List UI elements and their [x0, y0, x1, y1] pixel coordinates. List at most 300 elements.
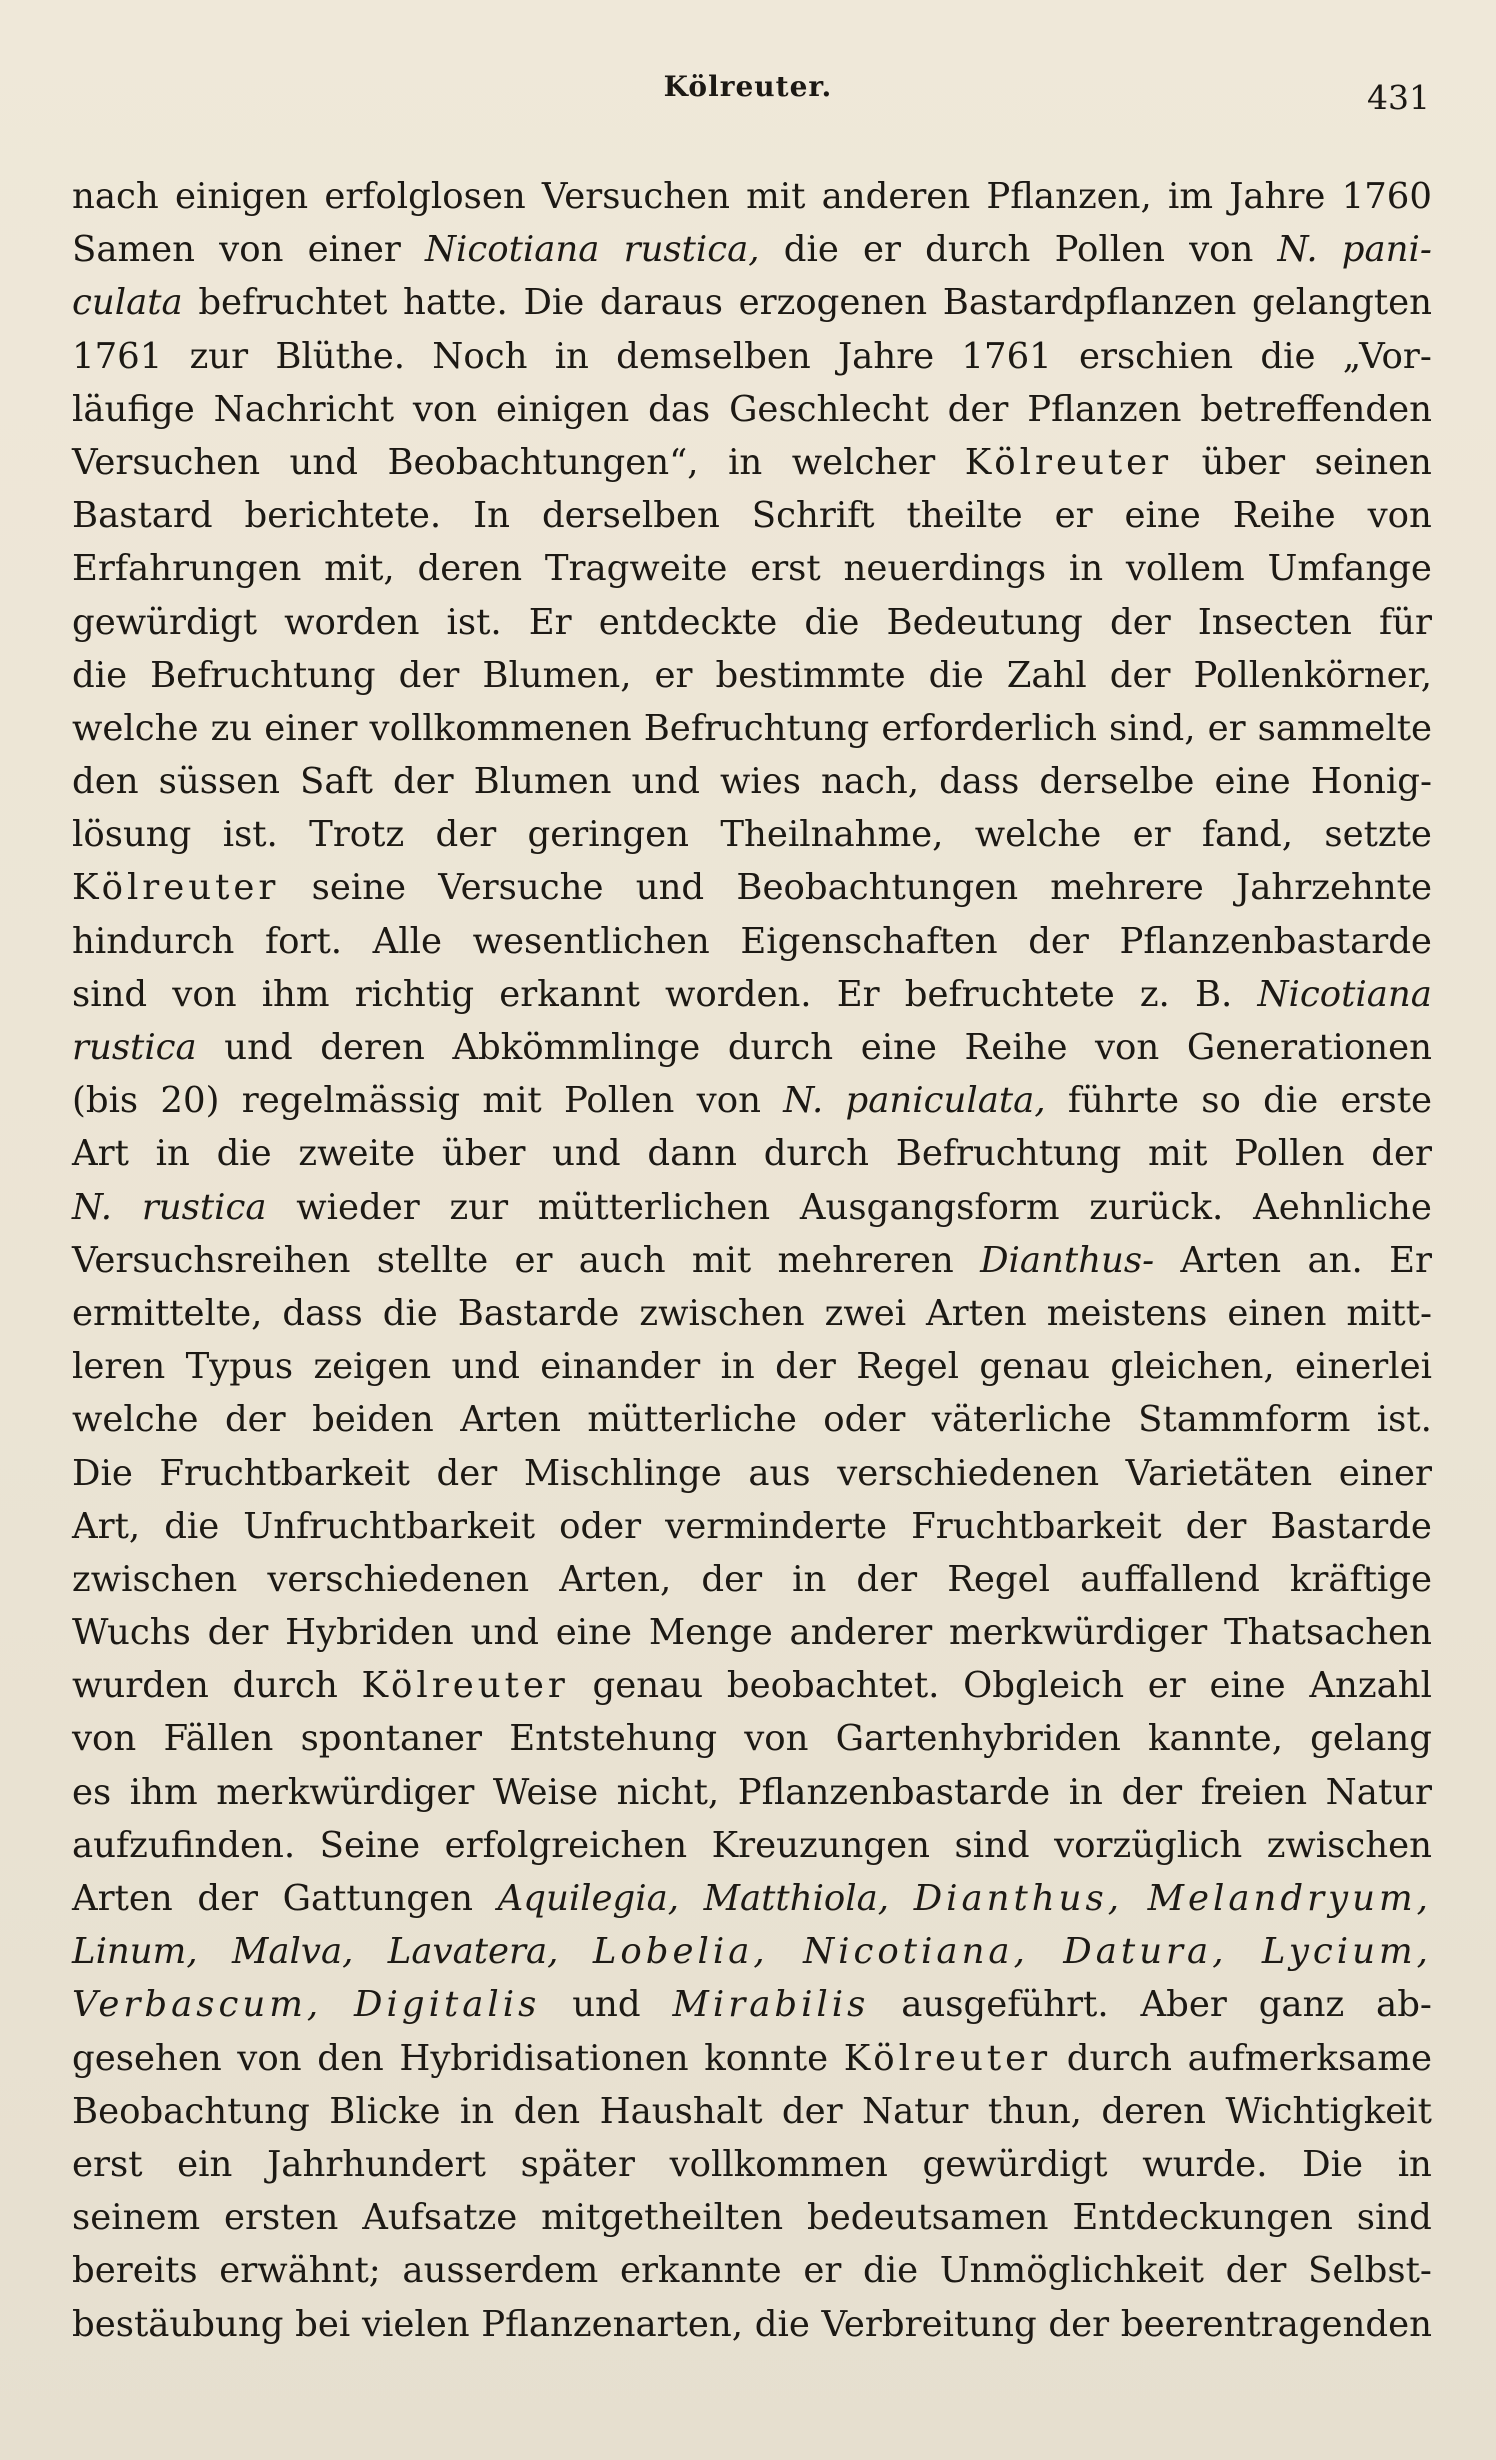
word: Alle	[372, 920, 443, 962]
word: in	[720, 1346, 755, 1388]
word: er	[862, 229, 901, 271]
word: geringen	[527, 814, 690, 856]
word: an.	[1307, 1239, 1363, 1281]
text-line	[72, 1553, 1432, 1606]
word: zeigen	[313, 1346, 432, 1388]
word: daraus	[599, 282, 723, 324]
word: Dianthus-	[980, 1239, 1155, 1281]
word: rustica	[72, 1027, 197, 1068]
word: einerlei	[1295, 1346, 1432, 1388]
word: dann	[647, 1133, 737, 1175]
word: Reihe	[964, 1027, 1068, 1068]
word: zur	[189, 335, 249, 377]
word: Trotz	[309, 814, 405, 856]
word: welcher	[791, 441, 936, 483]
word: in	[1068, 548, 1104, 590]
word: freien	[1200, 1771, 1308, 1813]
word: Pollenkörner,	[1193, 654, 1432, 696]
word: nach	[72, 176, 159, 217]
text-line	[72, 1181, 1432, 1234]
word: Aber	[1140, 1984, 1227, 2026]
word: bedeutsamen	[806, 2197, 1049, 2239]
word: genau	[979, 1346, 1091, 1388]
word: wurden	[72, 1665, 209, 1707]
word: pani-	[1341, 229, 1432, 271]
word: Aehnliche	[1253, 1186, 1432, 1228]
text-line	[72, 2085, 1432, 2138]
word: die	[754, 2303, 810, 2345]
word: Generationen	[1186, 1027, 1432, 1068]
word: oder	[823, 1399, 906, 1441]
word: Er	[528, 601, 572, 643]
word: vollkommen	[669, 2143, 888, 2185]
word: ein	[177, 2143, 233, 2185]
word: der	[947, 388, 1009, 430]
word: einigen	[496, 388, 630, 430]
word: Thatsachen	[1223, 1612, 1432, 1654]
word: Nicotiana	[424, 229, 600, 271]
word: über	[441, 1133, 526, 1175]
word: 1761	[961, 335, 1052, 377]
word: wesentlichen	[472, 920, 710, 962]
word: von	[219, 229, 284, 271]
word: die	[216, 1133, 272, 1175]
text-line	[72, 808, 1432, 861]
word: derselben	[541, 495, 720, 537]
text-line	[72, 1234, 1432, 1287]
word: dass	[939, 761, 1020, 803]
word: Versuchen	[72, 441, 261, 483]
word: Befruchtung	[643, 707, 870, 749]
word: der	[775, 1346, 836, 1388]
word: er	[1147, 1665, 1186, 1707]
word: der	[1185, 1505, 1247, 1547]
word: anderen	[821, 176, 971, 217]
word: im	[1167, 176, 1214, 217]
word: kräftige	[1289, 1558, 1432, 1600]
word: mehrere	[1050, 867, 1204, 909]
word: Erfahrungen	[72, 548, 302, 590]
text-line	[72, 489, 1432, 542]
word: Datura,	[1063, 1931, 1228, 1973]
word: verschiedenen	[267, 1558, 530, 1600]
word: Jahrhundert	[267, 2143, 486, 2185]
word: Jahre	[1229, 176, 1326, 217]
word: er	[654, 654, 693, 696]
word: Honig-	[1310, 761, 1432, 803]
word: Wuchs	[72, 1612, 191, 1654]
word: es	[72, 1771, 112, 1813]
word: von	[1189, 229, 1254, 271]
word: der	[224, 1399, 286, 1441]
word: 1761	[72, 335, 163, 377]
word: von	[172, 973, 237, 1015]
word: demselben	[616, 335, 811, 377]
text-line	[72, 2298, 1432, 2351]
word: seinen	[1314, 441, 1432, 483]
word: Art	[72, 1133, 129, 1175]
word: beerentragenden	[1120, 2303, 1432, 2345]
word: Noch	[432, 335, 528, 377]
word: zu	[210, 707, 253, 749]
running-head	[0, 66, 1496, 117]
word: von	[696, 1080, 761, 1122]
word: Die	[523, 282, 585, 324]
word: erste	[1340, 1080, 1432, 1122]
word: wies	[720, 761, 801, 803]
word: betreffenden	[1200, 388, 1432, 430]
word: der	[435, 814, 497, 856]
word: und	[224, 1027, 293, 1068]
word: Beobachtungen“,	[387, 441, 699, 483]
word: Befruchtung	[150, 654, 376, 696]
word: vielen	[361, 2303, 470, 2345]
text-line	[72, 1766, 1432, 1819]
text-line	[72, 2138, 1432, 2191]
word: Digitalis	[354, 1984, 541, 2026]
running-head-title: Kölreuter.	[663, 70, 833, 103]
word: der	[197, 1878, 259, 1919]
word: Die	[72, 1452, 133, 1494]
word: erfolgreichen	[444, 1824, 688, 1866]
word: Stammform	[1138, 1399, 1351, 1441]
word: bereits	[72, 2250, 198, 2292]
word: und	[635, 867, 705, 909]
word: die	[804, 601, 860, 643]
word: verschiedenen	[837, 1452, 1100, 1494]
word: der	[1225, 2250, 1287, 2292]
word: beobachtet.	[726, 1665, 940, 1707]
word: Haushalt	[599, 2090, 763, 2132]
word: mit	[482, 1080, 542, 1122]
word: neuerdings	[843, 548, 1047, 590]
word: eine	[860, 1027, 937, 1068]
word: Fällen	[163, 1718, 274, 1760]
word: der	[1371, 1133, 1432, 1175]
word: aufzufinden.	[72, 1824, 296, 1866]
word: Verbascum,	[72, 1984, 323, 2026]
word: Mischlinge	[523, 1452, 722, 1494]
word: Blumen	[473, 761, 612, 803]
word: derselbe	[1039, 761, 1195, 803]
word: mit	[691, 1239, 752, 1281]
word: Tragweite	[544, 548, 728, 590]
word: Er	[836, 973, 880, 1015]
word: seinem	[72, 2197, 201, 2239]
word: er	[1132, 814, 1171, 856]
word: theilte	[906, 495, 1023, 537]
text-line	[72, 383, 1432, 436]
word: Mirabilis	[672, 1984, 870, 2026]
word: B.	[1194, 973, 1233, 1015]
word: Weise	[492, 1771, 599, 1813]
word: und	[572, 1984, 641, 2026]
word: gleichen,	[1110, 1346, 1275, 1388]
word: N.	[72, 1186, 113, 1228]
word: ab-	[1376, 1984, 1432, 2026]
word: worden	[284, 601, 420, 643]
word: der	[398, 654, 460, 696]
word: von	[412, 388, 478, 430]
word: deren	[1101, 2090, 1206, 2132]
word: Pflanzen	[1027, 388, 1182, 430]
word: väterliche	[931, 1399, 1112, 1441]
word: einigen	[174, 176, 309, 217]
word: rustica,	[623, 229, 760, 271]
word: thun,	[987, 2090, 1082, 2132]
word: Arten	[72, 1878, 173, 1919]
word: er	[514, 1239, 553, 1281]
word: regelmässig	[241, 1080, 461, 1122]
word: culata	[72, 282, 183, 324]
word: der	[781, 2090, 843, 2132]
word: Insecten	[1197, 601, 1352, 643]
word: Unmöglichkeit	[939, 2250, 1204, 2292]
word: Versuche	[438, 867, 604, 909]
word: N.	[783, 1080, 824, 1122]
word: Kölreuter	[361, 1665, 569, 1707]
word: der	[856, 1558, 918, 1600]
word: stellte	[376, 1239, 489, 1281]
word: Beobachtung	[72, 2090, 310, 2132]
word: deren	[417, 548, 523, 590]
word: Unfruchtbarkeit	[243, 1505, 536, 1547]
word: Typus	[185, 1346, 294, 1388]
word: einer	[264, 707, 358, 749]
word: bestimmte	[715, 654, 906, 696]
word: zwei	[824, 1292, 907, 1334]
word: Bastard	[72, 495, 213, 537]
word: von	[744, 1718, 809, 1760]
word: welche	[974, 814, 1102, 856]
word: Arten	[1180, 1239, 1282, 1281]
text-line	[72, 436, 1432, 489]
word: Melandryum,	[1147, 1878, 1432, 1919]
word: Pflanzenbastarde	[1119, 920, 1432, 962]
word: mit,	[324, 548, 395, 590]
text-line	[72, 1127, 1432, 1180]
word: gelang	[1310, 1718, 1432, 1760]
word: Reihe	[1232, 495, 1336, 537]
word: in	[1068, 1771, 1103, 1813]
word: Samen	[72, 229, 196, 271]
word: einer	[1338, 1452, 1432, 1494]
word: Matthiola,	[703, 1878, 890, 1919]
body-text	[72, 170, 1432, 2351]
word: verminderte	[665, 1505, 888, 1547]
text-line	[72, 330, 1432, 383]
word: den	[317, 2037, 384, 2079]
word: nach,	[820, 761, 920, 803]
word: Natur	[1325, 1771, 1432, 1813]
word: dass	[282, 1292, 363, 1334]
word: hindurch	[72, 920, 235, 962]
word: einer	[307, 229, 401, 271]
word: auffallend	[1080, 1558, 1260, 1600]
word: oder	[559, 1505, 642, 1547]
word: mit	[746, 176, 806, 217]
word: Verbreitung	[821, 2303, 1037, 2345]
word: genau	[592, 1665, 704, 1707]
word: der	[207, 1612, 269, 1654]
word: in	[1397, 2143, 1432, 2185]
word: durch	[727, 1027, 834, 1068]
word: Nachricht	[213, 388, 394, 430]
word: z.	[1139, 973, 1170, 1015]
text-line	[72, 1074, 1432, 1127]
word: erzogenen	[738, 282, 928, 324]
word: die	[928, 654, 984, 696]
word: der	[1028, 920, 1089, 962]
word: Entdeckungen	[1072, 2197, 1333, 2239]
word: von	[1367, 495, 1432, 537]
word: erst	[750, 548, 821, 590]
word: durch	[1066, 2037, 1173, 2079]
word: in	[155, 1133, 190, 1175]
word: ist.	[1376, 1399, 1432, 1441]
word: mehreren	[777, 1239, 954, 1281]
text-line	[72, 1712, 1432, 1765]
word: Nicotiana	[1257, 973, 1432, 1015]
word: erfolglosen	[324, 176, 526, 217]
word: wieder	[296, 1186, 420, 1228]
word: Versuchen	[541, 176, 730, 217]
word: setzte	[1324, 814, 1432, 856]
word: ist.	[446, 601, 502, 643]
word: berichtete.	[244, 495, 442, 537]
word: Arten	[460, 1399, 561, 1441]
word: von	[237, 2037, 302, 2079]
word: merkwürdiger	[216, 1771, 475, 1813]
word: Kölreuter	[964, 441, 1173, 483]
word: Befruchtung	[895, 1133, 1122, 1175]
word: zwischen	[72, 1558, 238, 1600]
word: durch	[232, 1665, 338, 1707]
word: Schrift	[751, 495, 875, 537]
word: erkannt	[499, 973, 640, 1015]
word: Arten	[926, 1292, 1027, 1334]
word: einander	[540, 1346, 701, 1388]
text-line	[72, 915, 1432, 968]
word: Ausgangsform	[799, 1186, 1060, 1228]
word: die	[783, 229, 839, 271]
word: und	[451, 1346, 520, 1388]
word: und	[289, 441, 358, 483]
word: zurück.	[1089, 1186, 1224, 1228]
word: welche	[72, 707, 199, 749]
word: sind	[954, 1824, 1030, 1866]
word: Varietäten	[1125, 1452, 1313, 1494]
word: auch	[578, 1239, 666, 1281]
word: die	[164, 1505, 220, 1547]
word: sind	[1356, 2197, 1432, 2239]
word: erkannte	[619, 2250, 782, 2292]
word: Entstehung	[509, 1718, 718, 1760]
word: spontaner	[300, 1718, 483, 1760]
word: Kreuzungen	[711, 1824, 931, 1866]
word: mütterliche	[587, 1399, 797, 1441]
text-line	[72, 1925, 1432, 1978]
word: für	[1379, 601, 1432, 643]
word: (bis	[72, 1080, 139, 1122]
word: in	[792, 1558, 827, 1600]
text-line	[72, 1447, 1432, 1500]
word: Malva,	[232, 1931, 354, 1973]
word: sammelte	[1257, 707, 1432, 749]
word: sind,	[1109, 707, 1196, 749]
word: ersten	[224, 2197, 339, 2239]
text-line	[72, 1287, 1432, 1340]
word: und	[552, 1133, 621, 1175]
word: Art,	[72, 1505, 141, 1547]
word: Blüthe.	[275, 335, 406, 377]
word: ihm	[129, 1771, 198, 1813]
text-line	[72, 1340, 1432, 1393]
text-line	[72, 861, 1432, 914]
word: rustica	[141, 1186, 267, 1228]
word: eine	[555, 1612, 633, 1654]
word: der	[1048, 2303, 1110, 2345]
word: die	[1260, 335, 1316, 377]
word: Lavatera,	[387, 1931, 559, 1973]
word: Linum,	[72, 1931, 198, 1973]
word: zur	[449, 1186, 509, 1228]
word: und	[470, 1612, 540, 1654]
word: Umfange	[1267, 548, 1432, 590]
word: Obgleich	[963, 1665, 1125, 1707]
word: Arten,	[559, 1558, 672, 1600]
word: „Vor-	[1342, 335, 1432, 377]
word: gelangten	[1252, 282, 1432, 324]
text-line	[72, 1393, 1432, 1446]
text-line	[72, 2244, 1432, 2297]
word: Regel	[947, 1558, 1051, 1600]
word: durch	[925, 229, 1031, 271]
word: Bastarde	[457, 1292, 620, 1334]
word: 20)	[160, 1080, 220, 1122]
word: das	[648, 388, 711, 430]
word: mitt-	[1346, 1292, 1432, 1334]
word: befruchtet	[198, 282, 388, 324]
text-line	[72, 755, 1432, 808]
word: er	[803, 2250, 842, 2292]
word: gewürdigt	[72, 601, 258, 643]
word: Bastarde	[1270, 1505, 1432, 1547]
word: in	[728, 441, 763, 483]
text-line	[72, 702, 1432, 755]
text-line	[72, 2191, 1432, 2244]
word: Bastardpflanzen	[942, 282, 1237, 324]
word: sind	[72, 973, 148, 1015]
word: paniculata,	[845, 1080, 1046, 1122]
text-line	[72, 223, 1432, 276]
word: über	[1201, 441, 1286, 483]
word: eine	[1209, 1665, 1286, 1707]
word: süssen	[158, 761, 281, 803]
text-line	[72, 276, 1432, 329]
word: Eigenschaften	[740, 920, 998, 962]
word: eine	[1124, 495, 1201, 537]
word: entdeckte	[598, 601, 778, 643]
text-line	[72, 649, 1432, 702]
word: mitgetheilten	[541, 2197, 784, 2239]
word: In	[473, 495, 511, 537]
word: Beobachtungen	[736, 867, 1019, 909]
word: 1760	[1341, 176, 1432, 217]
word: Fruchtbarkeit	[911, 1505, 1162, 1547]
word: kannte,	[1148, 1718, 1283, 1760]
word: N.	[1277, 229, 1318, 271]
